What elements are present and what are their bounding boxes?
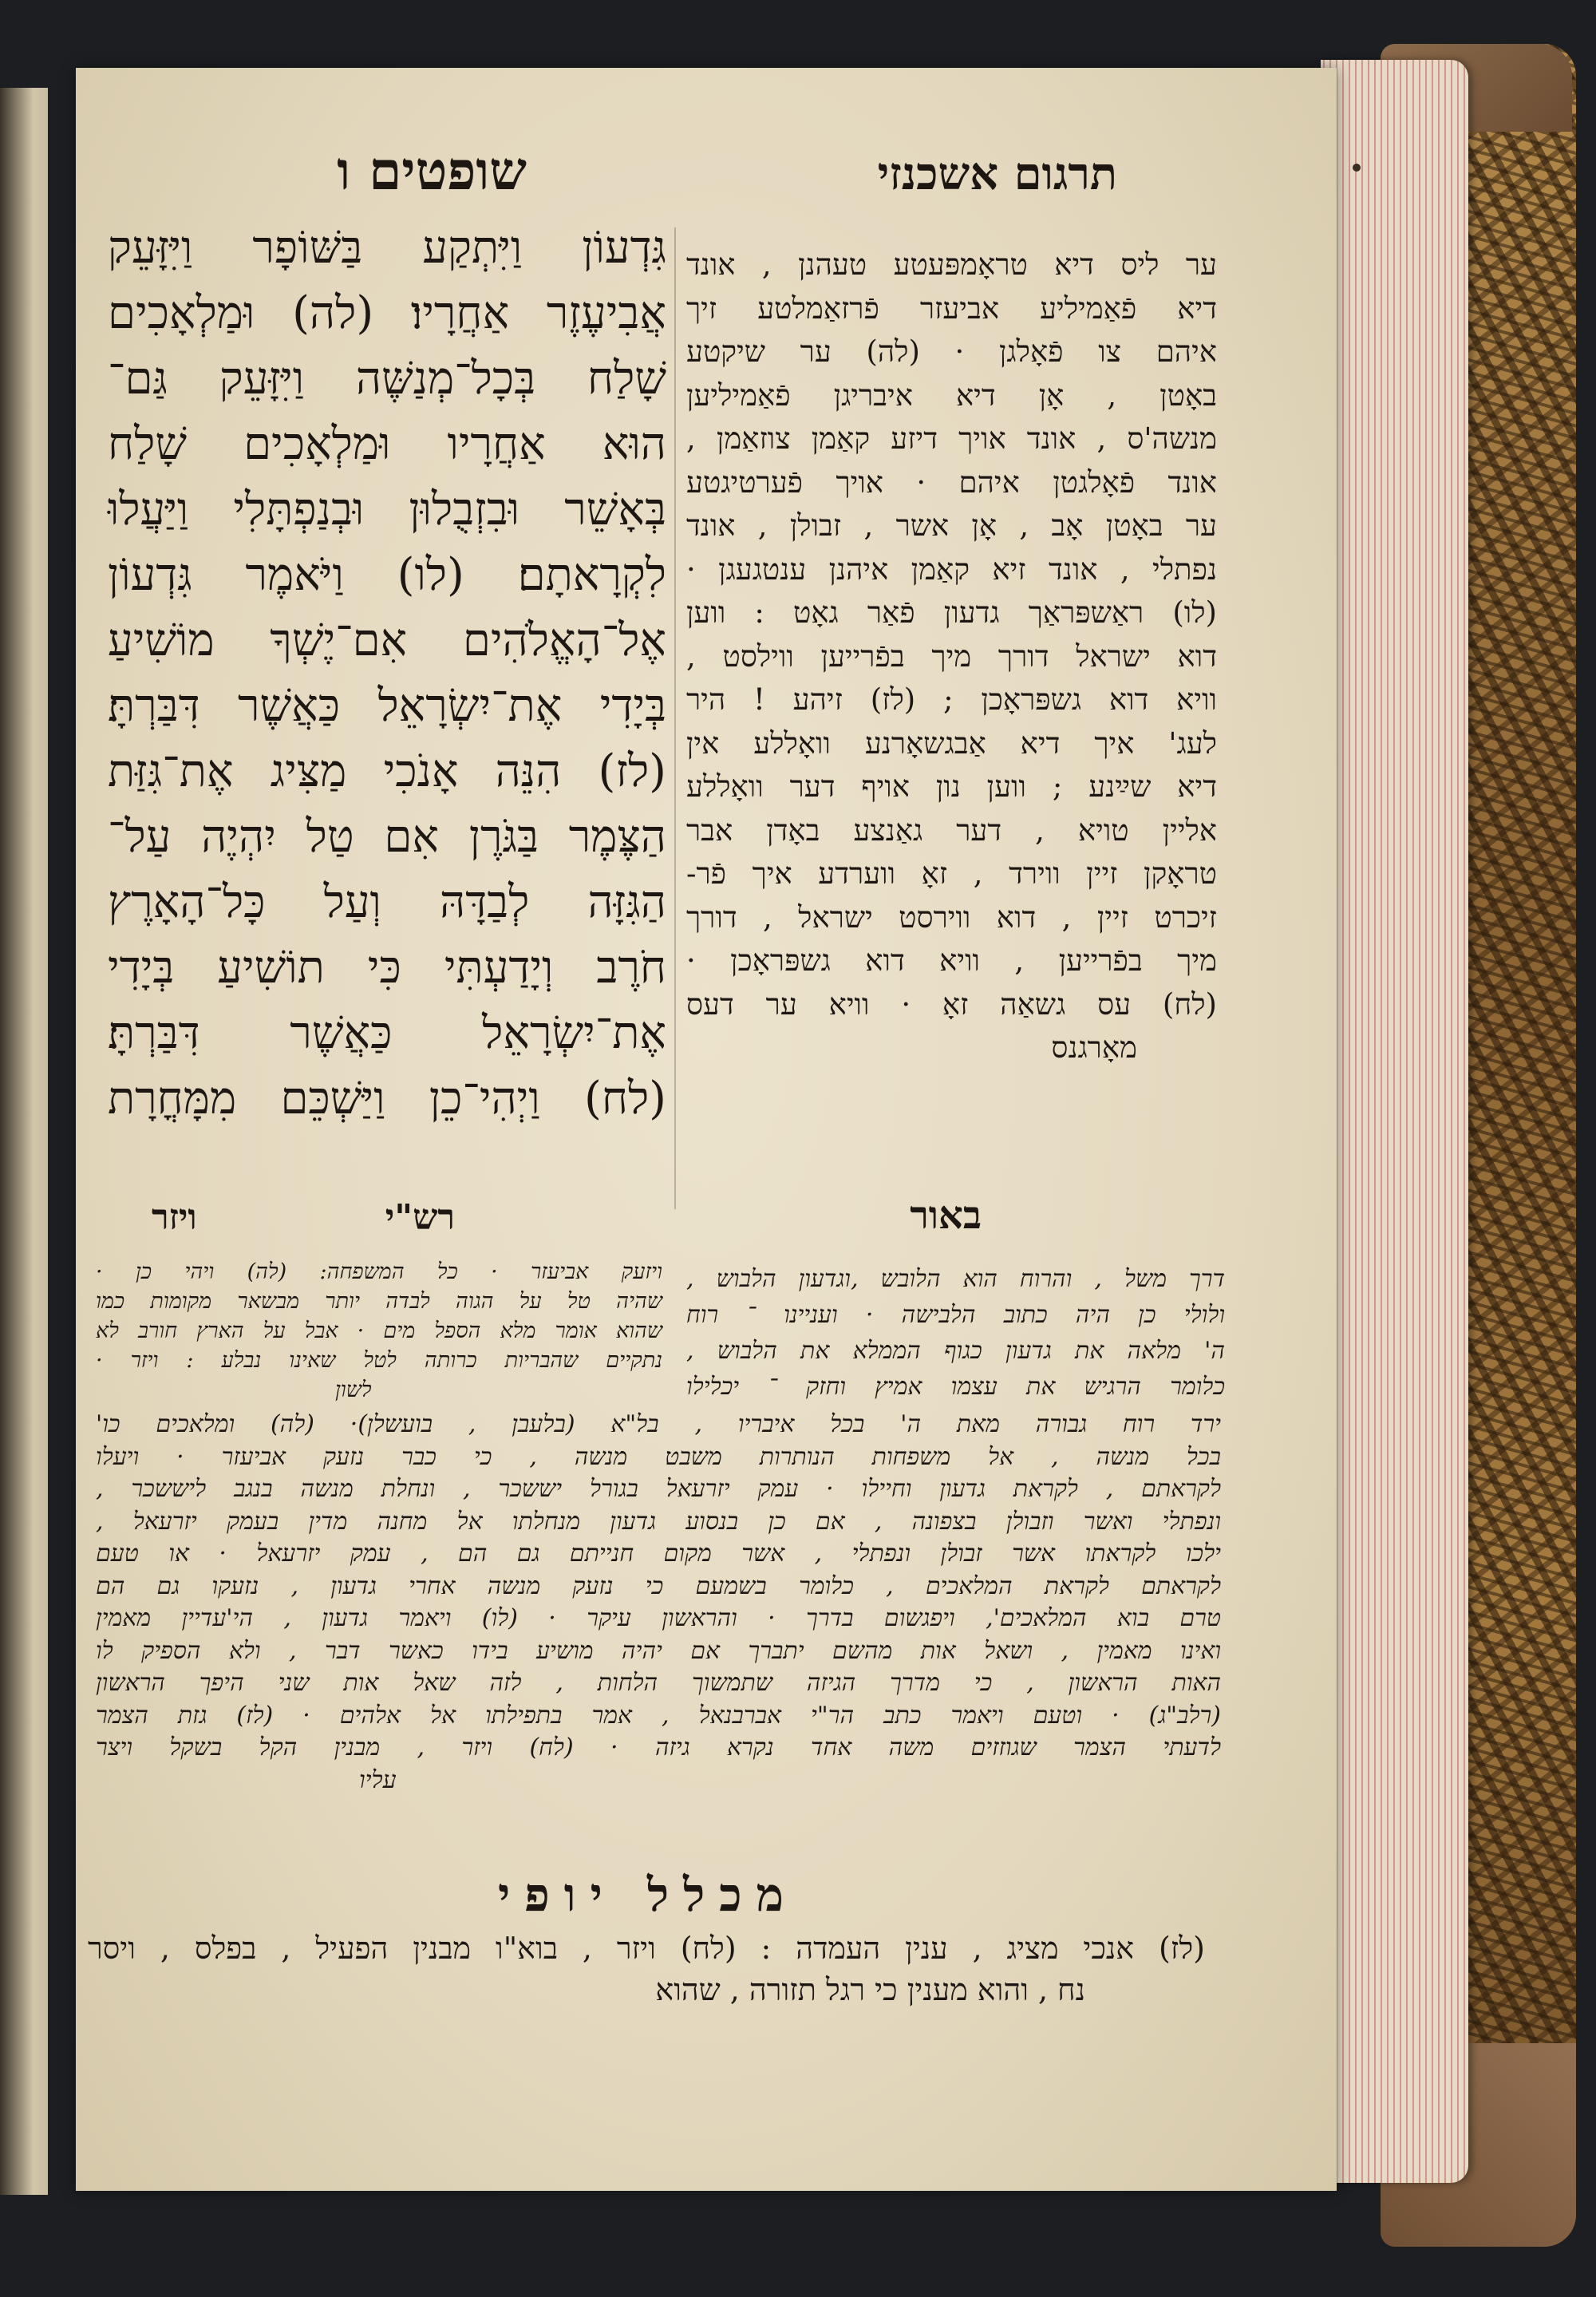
translation-line: מאָרגנס [1051, 1030, 1137, 1065]
michlol-yofi-commentary [88, 1927, 1205, 2010]
biur-heading: באור [910, 1193, 982, 1238]
hebrew-line: בְּיָדִי אֶת־יִשְׂרָאֵל כַּאֲשֶׁר דִּבַּרְתָּ׃ [108, 680, 666, 732]
page-fore-edge [1321, 60, 1468, 2183]
translation-line: נפתלי , אונד זיא קאַמן איהנן ענטגעגן · [686, 552, 1217, 587]
hebrew-line: גִּדְעוֹן וַיִּתְקַע בַּשּׁוֹפָר וַיִּזָּעֵק [108, 222, 666, 274]
translation-line: לעג' איך דיא אַבגשאָרנע וואָללע אין [686, 725, 1217, 761]
commentary-line: (רלב"ג) · וטעם ויאמר כתב הר"י אברבנאל , אמר בתפילתו אל אלהים · (לז) גזת הצמר [96, 1701, 1221, 1730]
michlol-yofi-heading: מכלל יופי [498, 1868, 798, 1922]
commentary-line: בכל מנשה , אל משפחות הנותרות משבט מנשה , כי כבר נזעק אביעזר · ויעלו [96, 1442, 1221, 1471]
hebrew-line: הַצֶּמֶר בַּגֹּרֶן אִם טַל יִהְיֶה עַל־ [108, 811, 666, 863]
yiddish-translation-column [686, 243, 1217, 1070]
rashi-line: שהיה טל על הגוה לבדה יותר מבשאר מקומות כמו [96, 1289, 662, 1314]
rashi-line: לשון [335, 1378, 372, 1402]
ink-dot [1353, 164, 1361, 172]
biur-commentary [686, 1261, 1225, 1405]
rashi-line: נתקיים שהבריות כרותה לטל שאינו נבלע : ויזר · [96, 1348, 662, 1373]
translation-line: מיך בפֿרייען , וויא דוא גשפּראָכן · [686, 943, 1217, 978]
michlol-line: נח , והוא מענין כי רגל תזורה , שהוא [655, 1972, 1085, 2007]
commentary-line: טרם בוא המלאכים', ויפגשום בדרך · והראשון עיקר · (לו) ויאמר גדעון , הי'עדיין מאמין [96, 1604, 1221, 1632]
hebrew-line: חֹרֶב וְיָדַעְתִּי כִּי תוֹשִׁיעַ בְּיָדִי [108, 942, 666, 994]
hebrew-line: הַגִּזָּה לְבַדָּהּ וְעַל כָּל־הָאָרֶץ [108, 876, 666, 928]
biur-line: ולולי כן היה כתוב הלבישה · ועניינו ־ רוח [686, 1301, 1225, 1329]
translation-line: דוא ישראל דורך מיך בפֿרייען ווילסט , [686, 638, 1217, 674]
commentary-line: האות הראשון , כי מדרך הגיזה שתמשוך הלחות , לזה שאל אות שני היפך הראשון [96, 1669, 1221, 1697]
hebrew-bible-column [108, 215, 666, 1132]
hebrew-line: אֶת־יִשְׂרָאֵל כַּאֲשֶׁר דִּבַּרְתָּ׃ [108, 1007, 666, 1059]
biur-commentary-wide [96, 1409, 1221, 1797]
biur-line: ה' מלאה את גדעון כגוף הממלא את הלבוש , [686, 1337, 1225, 1365]
commentary-line: ירד רוח גבורה מאת ה' בכל איבריו , בל"א (בלעבן , בועשלן)· (לה) ומלאכים כו' [96, 1410, 1221, 1438]
translation-line: אונד פֿאָלגטן איהם · אויך פֿערטיגטע [686, 465, 1217, 500]
translation-line: איהם צו פֿאָלגן · (לה) ער שיקטע [686, 334, 1217, 369]
translation-line: אליין טויא , דער גאַנצע באָדן אבר [686, 812, 1217, 848]
translation-line: ער באָטן אָב , אָן אשר , זבולן , אונד [686, 508, 1217, 543]
translation-line: דיא שײַנע ; ווען נון אויף דער וואָללע [686, 769, 1217, 804]
column-divider [674, 227, 676, 1209]
commentary-line: ילכו לקראתו אשר זבולן ונפתלי , אשר מקום חנייתם גם הם , עמק יזרעאל · או טעם [96, 1540, 1221, 1568]
hebrew-line: (לח) וַיְהִי־כֵן וַיַּשְׁכֵּם מִמָּחֳרָת [108, 1073, 666, 1125]
commentary-line: לדעתי הצמר שגוזזים משה אחד נקרא גיזה · (לח) ויזר , מבנין הקל בשקל ויצר [96, 1734, 1221, 1761]
hebrew-line: (לז) הִנֵּה אָנֹכִי מַצִּיג אֶת־גִּזַּת [108, 745, 666, 797]
rashi-line: שהוא אומר מלא הספל מים · אבל על הארץ חורב לא [96, 1319, 662, 1343]
translation-line: זיכרט זיין , דוא ווירסט ישראל , דורך [686, 899, 1217, 935]
biur-line: דרך משל , והרוח הוא הלובש ,וגדעון הלבוש , [686, 1265, 1225, 1293]
commentary-line: לקראתם , לקראת גדעון וחיילו · עמק יזרעאל בגורל יששכר , ונחלת מנשה בנגב ליששכר , [96, 1475, 1221, 1503]
rashi-commentary [96, 1257, 662, 1405]
translation-line: ער ליס דיא טראָמפּעטע טעהנן , אונד [686, 247, 1217, 282]
commentary-line: לקראתם לקראת המלאכים , כלומר בשמעם כי נזעק מנשה אחרי גדעון , נזעקו גם הם [96, 1572, 1221, 1600]
commentary-line: ונפתלי ואשר וזבולן בצפונה , אם כן בנסוע גדעון מנחלתו אל מחנה מדין בעמק יזרעאל , [96, 1507, 1221, 1536]
translation-line: באָטן , אָן דיא איבריגן פֿאַמיליען [686, 378, 1217, 413]
hebrew-line: הוּא אַחֲרָיו וּמַלְאָכִים שָׁלַח [108, 418, 666, 470]
running-head-right: תרגום אשכנזי [877, 148, 1117, 200]
translation-line: וויא דוא גשפּראָכן ; (לז) זיהע ! היר [686, 682, 1217, 717]
rashi-heading: רש"י ויזר [152, 1197, 455, 1238]
hebrew-line: לִקְרָאתָם׃ (לו) וַיֹּאמֶר גִּדְעוֹן [108, 549, 666, 601]
hebrew-line: אֲבִיעֶזֶר אַחֲרָיו׃ (לה) וּמַלְאָכִים [108, 287, 666, 339]
commentary-line: ואינו מאמין , ושאל אות מהשם יתברך אם יהיה מושיע בידו כאשר דבר , ולא הספיק לו [96, 1636, 1221, 1665]
hebrew-line: שָׁלַח בְּכָל־מְנַשֶּׁה וַיִּזָּעֵק גַּם־ [108, 353, 666, 405]
rashi-line: ויזעק אביעזר · כל המשפחה: (לה) ויהי כן · [96, 1259, 662, 1284]
translation-line: טראָקן זיין ווירד , זאָ ווערדע איך פֿר- [686, 856, 1217, 891]
translation-line: מנשה'ס , אונד אויך דיזע קאַמן צוזאַמן , [686, 421, 1217, 456]
hebrew-line: אֶל־הָאֱלֹהִים אִם־יֶשְׁךָ מוֹשִׁיעַ [108, 615, 666, 666]
translation-line: דיא פֿאַמיליע אביעזר פֿרזאַמלטע זיך [686, 291, 1217, 326]
facing-page-edge [0, 88, 48, 2195]
translation-line: (לח) עס גשאַה זאָ · וויא ער דעס [686, 986, 1217, 1022]
commentary-line: עליו [359, 1765, 397, 1794]
translation-line: (לו) ראַשפּראַך גדעון פֿאַר גאָט : ווען [686, 595, 1217, 630]
biur-line: כלומר הרגיש את עצמו אמיץ וחזק ־ יכלילו [686, 1373, 1225, 1401]
hebrew-line: בְּאָשֵׁר וּבִזְבֻלוּן וּבְנַפְתָּלִי וַיַּעֲלוּ [108, 484, 666, 536]
michlol-line: (לז) אנכי מציג , ענין העמדה : (לח) ויזר , בוא"ו מבנין הפעיל , בפלס , ויסר [88, 1931, 1205, 1966]
running-head-left: שופטים ו [337, 140, 527, 202]
